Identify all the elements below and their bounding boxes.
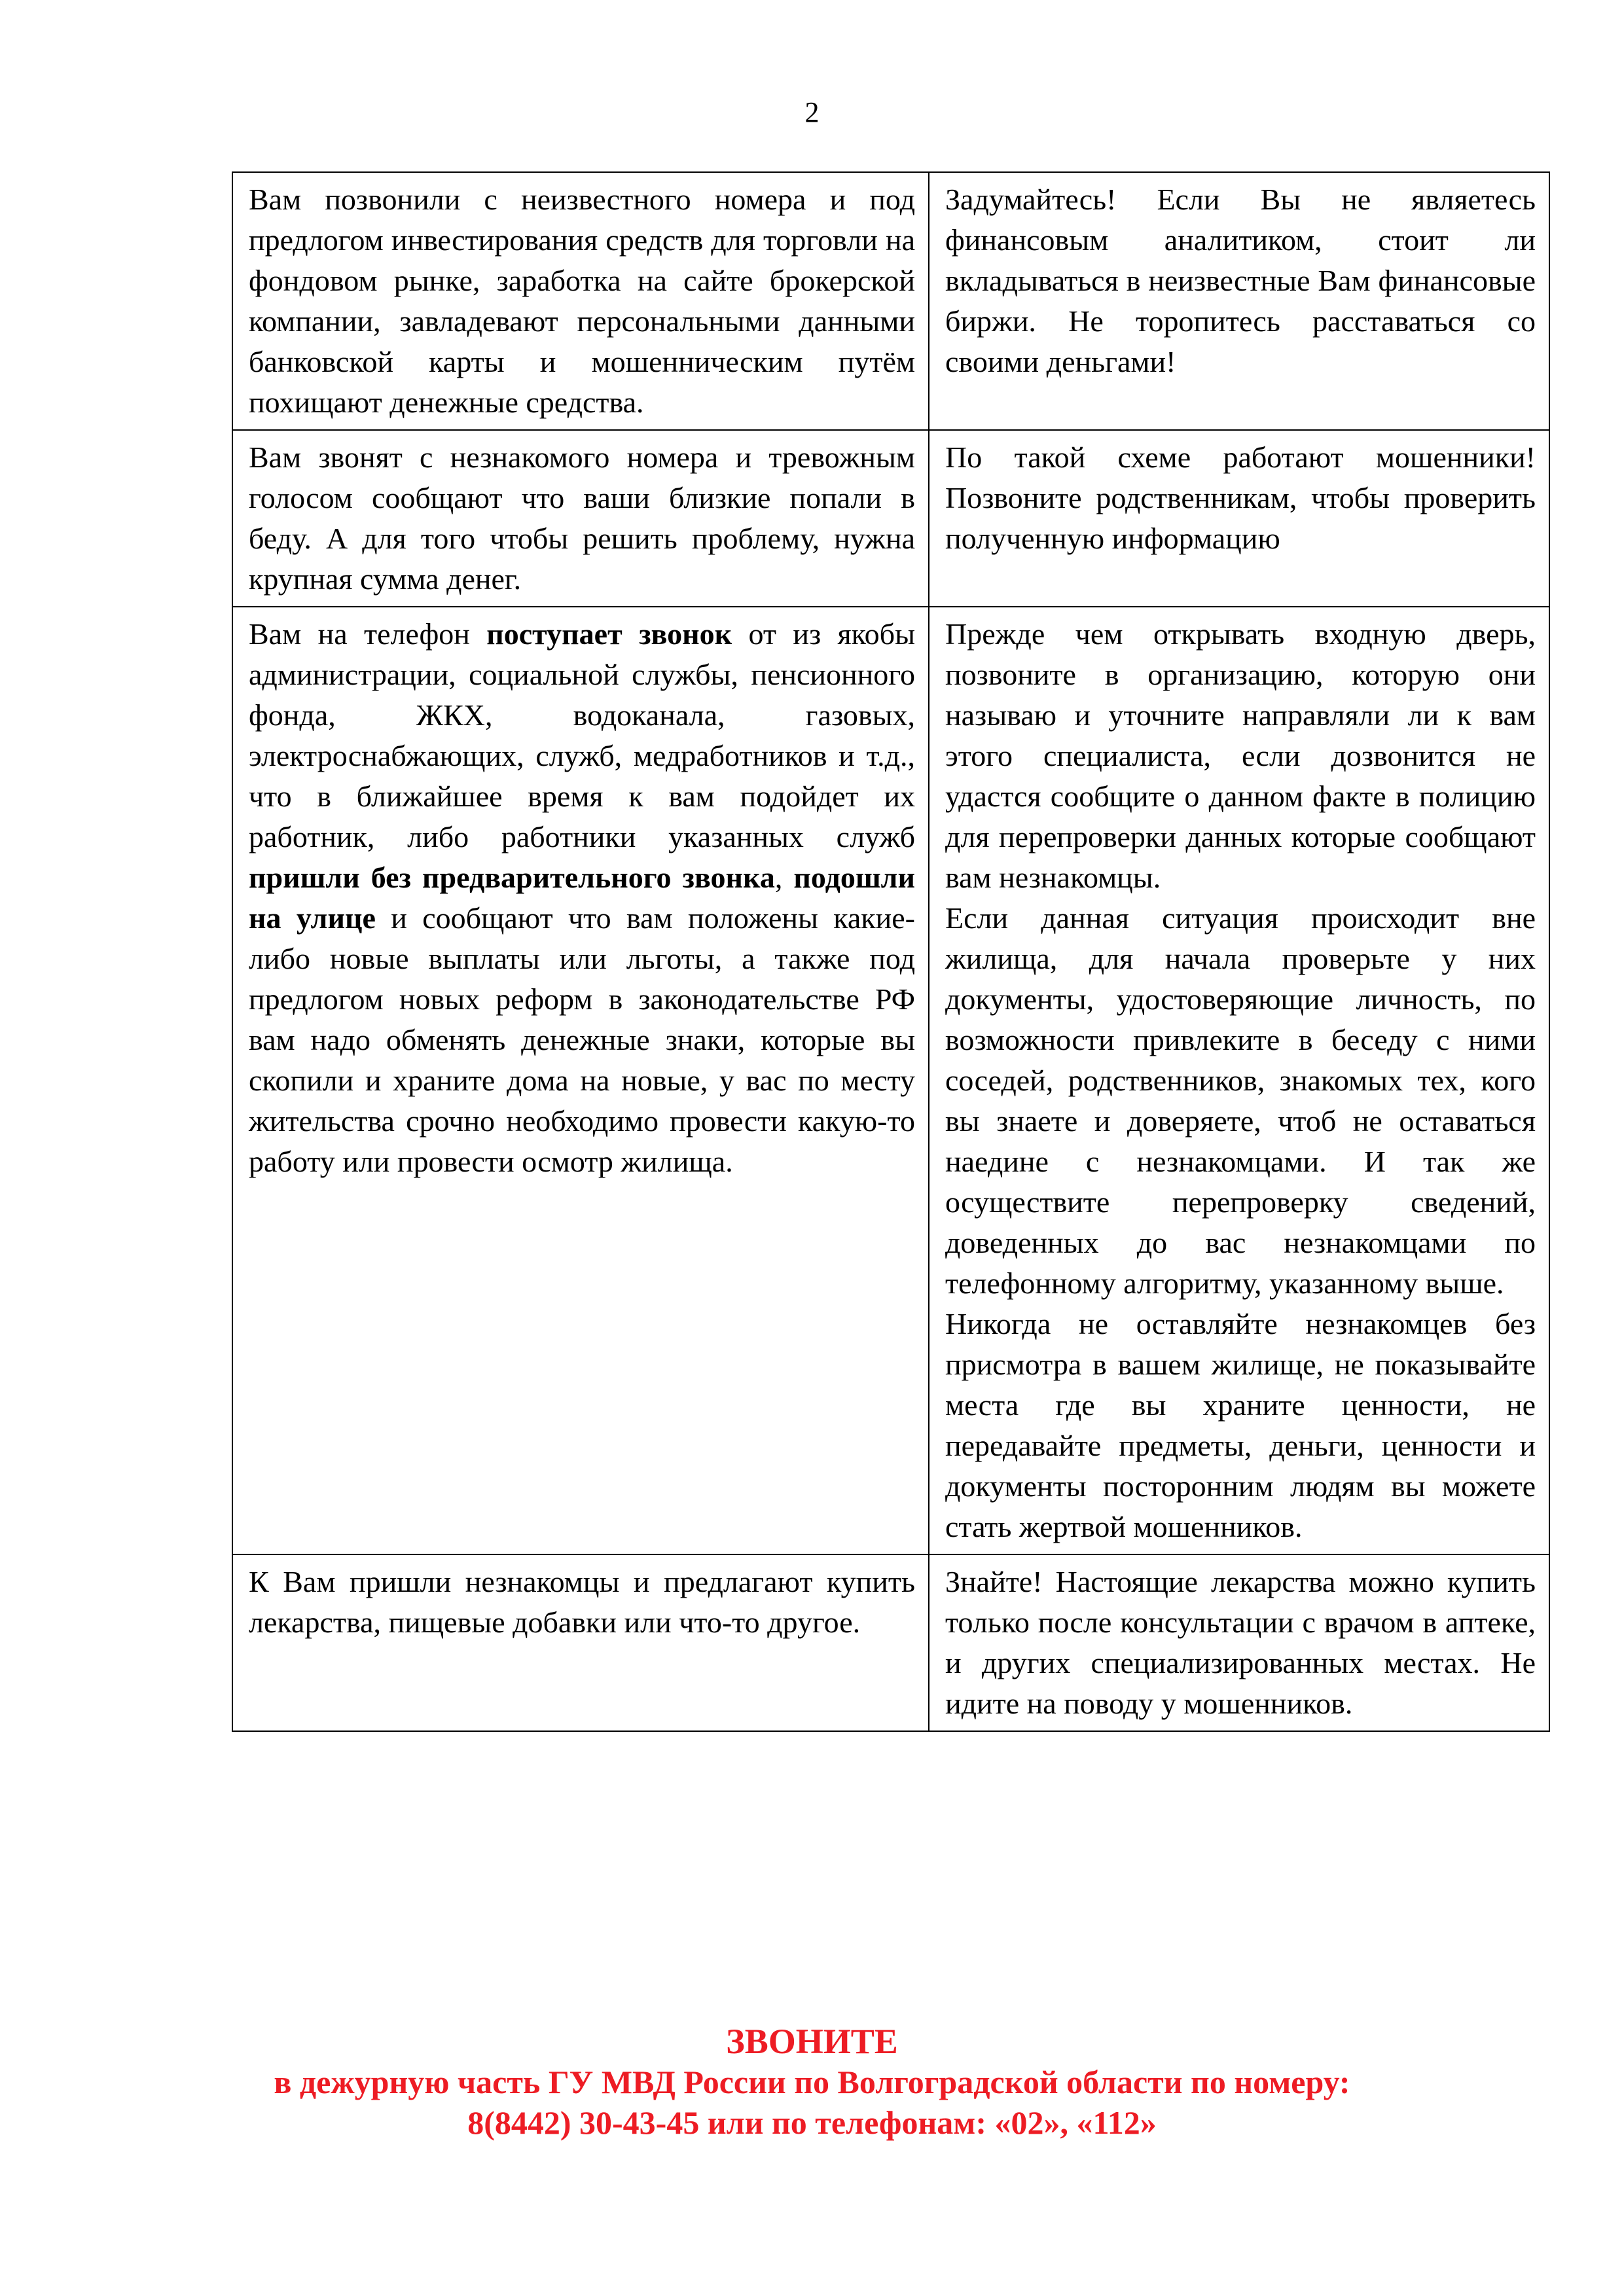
callout-line-2: 8(8442) 30-43-45 или по телефонам: «02», «112» bbox=[467, 2104, 1157, 2141]
situation-cell bbox=[232, 430, 929, 607]
callout-heading: ЗВОНИТЕ bbox=[726, 2022, 898, 2061]
situation-text bbox=[249, 1562, 915, 1643]
situation-run: Вам звонят с незнакомого номера и тревожным голосом сообщают что ваши близкие попали в беду. А для того чтобы решить проблему, нужна крупная сумма денег. bbox=[249, 440, 915, 596]
advice-cell bbox=[929, 1554, 1549, 1731]
situation-text bbox=[249, 437, 915, 600]
table-body bbox=[232, 172, 1549, 1731]
situation-cell bbox=[232, 1554, 929, 1731]
callout-line-1: в дежурную часть ГУ МВД России по Волгоградской области по номеру: bbox=[274, 2064, 1350, 2100]
advice-cell bbox=[929, 607, 1549, 1554]
table-row bbox=[232, 430, 1549, 607]
hotline-callout bbox=[0, 2021, 1624, 2143]
page-number: 2 bbox=[804, 96, 820, 128]
table-row bbox=[232, 172, 1549, 430]
advice-paragraph: По такой схеме работают мошенники! Позвоните родственникам, чтобы проверить полученную информацию bbox=[945, 440, 1536, 555]
advice-cell bbox=[929, 430, 1549, 607]
situation-run: от из якобы администрации, социальной службы, пенсионного фонда, ЖКХ, водоканала, газовых, электроснабжающих, служб, медработников и т.д., что в ближайшее время к вам подойдет их работник, либо работники указанных служб bbox=[249, 617, 915, 853]
advice-paragraph: Прежде чем открывать входную дверь, позвоните в организацию, которую они называю и уточните направляли ли к вам этого специалиста, если дозвонится не удастся сообщите о данном факте в полицию для перепроверки данных которые сообщают вам незнакомцы. bbox=[945, 617, 1536, 894]
situation-run: , bbox=[774, 861, 794, 894]
table-row bbox=[232, 607, 1549, 1554]
situation-run: Вам позвонили с неизвестного номера и под предлогом инвестирования средств для торговли на фондовом рынке, заработка на сайте брокерской компании, завладевают персональными данными банковской карты и мошенническим путём похищают денежные средства. bbox=[249, 183, 915, 419]
advice-paragraph: Задумайтесь! Если Вы не являетесь финансовым аналитиком, стоит ли вкладываться в неизвестные Вам финансовые биржи. Не торопитесь расставаться со своими деньгами! bbox=[945, 183, 1536, 378]
situation-cell bbox=[232, 607, 929, 1554]
advice-paragraph: Никогда не оставляйте незнакомцев без присмотра в вашем жилище, не показывайте места где вы храните ценности, не передавайте предметы, деньги, ценности и документы посторонним людям вы можете стать жертвой мошенников. bbox=[945, 1307, 1536, 1543]
situation-emphasis: пришли без предварительного звонка bbox=[249, 861, 775, 894]
table-row bbox=[232, 1554, 1549, 1731]
fraud-schemes-table bbox=[232, 171, 1550, 1732]
advice-cell bbox=[929, 172, 1549, 430]
situation-run: и сообщают что вам положены какие-либо новые выплаты или льготы, а также под предлогом новых реформ в законодательстве РФ вам надо обменять денежные знаки, которые вы скопили и храните дома на новые, у вас по месту жительства срочно необходимо провести какую-то работу или провести осмотр жилища. bbox=[249, 901, 915, 1178]
advice-paragraph: Если данная ситуация происходит вне жилища, для начала проверьте у них документы, удостоверяющие личность, по возможности привлеките в беседу с ними соседей, родственников, знакомых тех, кого вы знаете и доверяете, чтоб не оставаться наедине с незнакомцами. И так же осуществите перепроверку сведений, доведенных до вас незнакомцами по телефонному алгоритму, указанному выше. bbox=[945, 901, 1536, 1300]
advice-paragraph: Знайте! Настоящие лекарства можно купить только после консультации с врачом в аптеке, и других специализированных местах. Не идите на поводу у мошенников. bbox=[945, 1565, 1536, 1720]
situation-run: К Вам пришли незнакомцы и предлагают купить лекарства, пищевые добавки или что-то другое. bbox=[249, 1565, 915, 1639]
situation-text bbox=[249, 179, 915, 423]
situation-emphasis: поступает звонок bbox=[486, 617, 732, 651]
situation-text bbox=[249, 614, 915, 1182]
situation-emphasis: подошли на улице bbox=[249, 861, 915, 935]
situation-run: Вам на телефон bbox=[249, 617, 487, 651]
situation-cell bbox=[232, 172, 929, 430]
